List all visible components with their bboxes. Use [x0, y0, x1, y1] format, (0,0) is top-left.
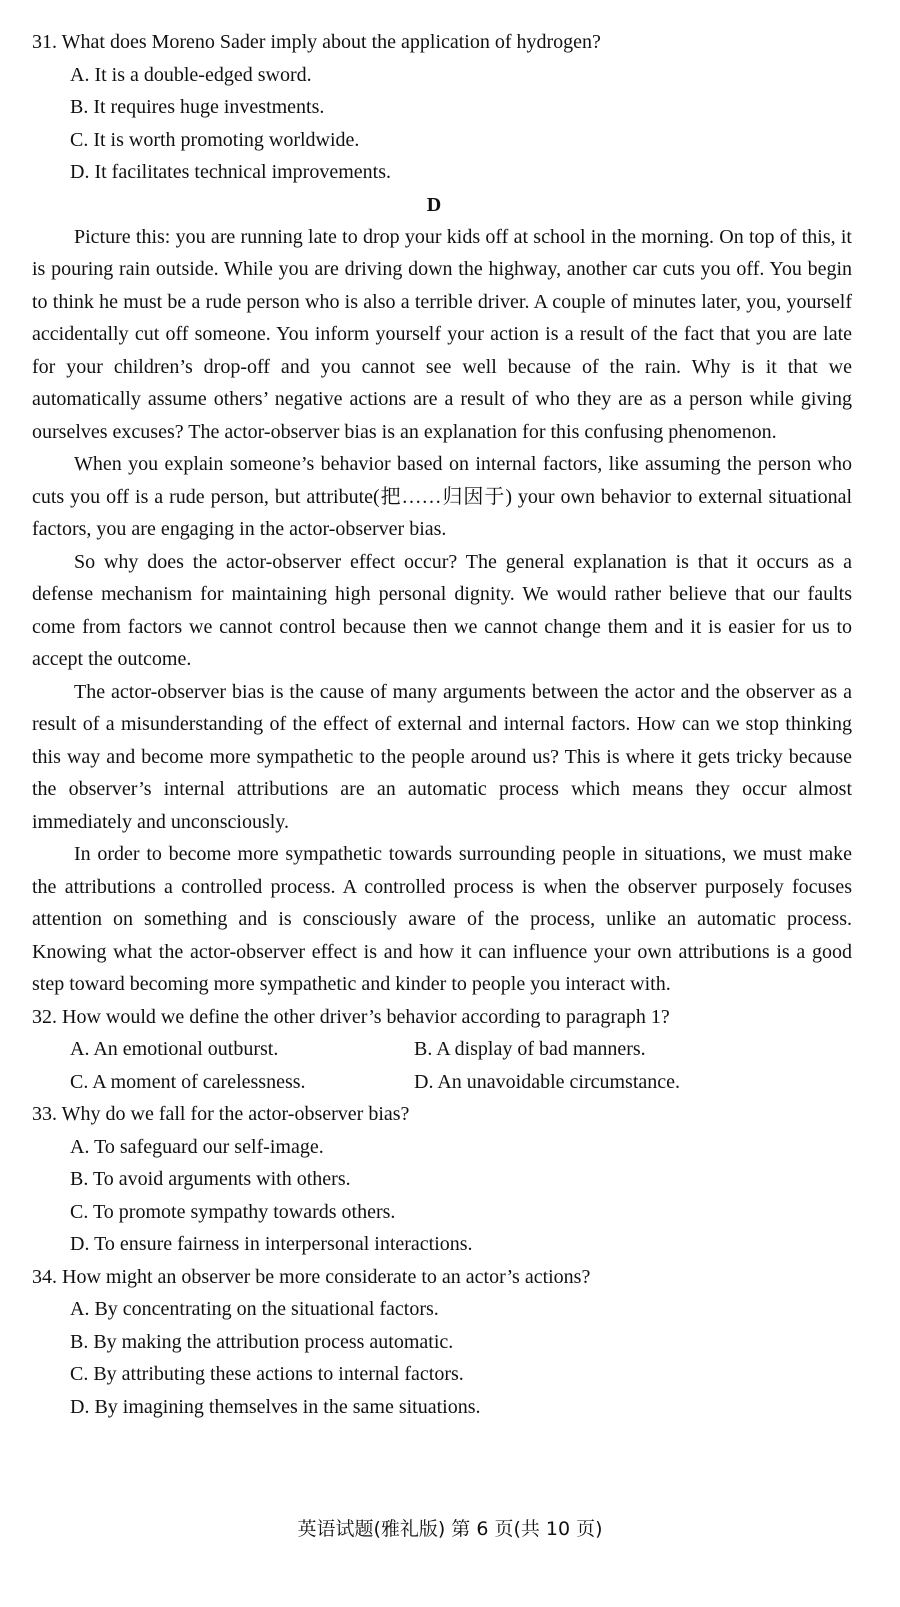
option-d: D. It facilitates technical improvements.: [70, 161, 391, 183]
option-b: B. A display of bad manners.: [414, 1038, 646, 1060]
passage-paragraph-1: Picture this: you are running late to drop your kids off at school in the morning. On top of this, it is pouring rain outside. While you are driving down the highway, another car cuts you off. You begin to think he must be a rude person who is also a terrible driver. A couple of minutes later, you, yourself accidentally cut off someone. You inform yourself your action is a result of the fact that you are late for your children’s drop-off and you cannot see well because of the rain. Why is it that we automatically assume others’ negative actions are a result of who they are as a person while giving ourselves excuses? The actor-observer bias is an explanation for this confusing phenomenon.: [32, 225, 852, 443]
option-a: A. An emotional outburst.: [70, 1038, 279, 1060]
question-33: [32, 1098, 852, 1261]
question-31: [32, 26, 852, 189]
option-a: A. It is a double-edged sword.: [70, 63, 312, 86]
option-a: A. To safeguard our self-image.: [70, 1135, 324, 1158]
passage-paragraph-2: When you explain someone’s behavior based on internal factors, like assuming the person who cuts you off is a rude person, but attribute(把……归因于) your own behavior to external situational factors, you are engaging in the actor-observer bias.: [32, 453, 852, 540]
page-footer: 英语试题(雅礼版) 第 6 页(共 10 页): [297, 1518, 603, 1540]
section-heading: D: [426, 193, 442, 216]
question-stem: 32. How would we define the other driver’s behavior according to paragraph 1?: [32, 1005, 670, 1028]
option-c: C. A moment of carelessness.: [70, 1070, 306, 1093]
option-c: C. By attributing these actions to internal factors.: [70, 1363, 464, 1385]
passage: [32, 221, 852, 1001]
question-34: [32, 1261, 852, 1424]
passage-paragraph-4: The actor-observer bias is the cause of many arguments between the actor and the observer as a result of a misunderstanding of the effect of external and internal factors. How can we stop thinking this way and become more sympathetic to the people around us? This is where it gets tricky because the observer’s internal attributions are an automatic process which means they occur almost immediately and unconsciously.: [32, 680, 852, 833]
option-d: D. An unavoidable circumstance.: [414, 1070, 681, 1093]
option-b: B. It requires huge investments.: [70, 96, 325, 118]
question-stem: 34. How might an observer be more considerate to an actor’s actions?: [32, 1265, 591, 1288]
question-stem: 31. What does Moreno Sader imply about the application of hydrogen?: [32, 31, 601, 53]
option-row: [32, 1033, 852, 1066]
option-b: B. To avoid arguments with others.: [70, 1168, 351, 1190]
option-d: D. By imagining themselves in the same situations.: [70, 1395, 481, 1418]
question-32: [32, 1001, 852, 1099]
option-c: C. It is worth promoting worldwide.: [70, 128, 360, 151]
passage-paragraph-3: So why does the actor-observer effect occur? The general explanation is that it occurs as a defense mechanism for maintaining high personal dignity. We would rather believe that our faults come from factors we cannot control because then we cannot change them and it is easier for us to accept the outcome.: [32, 550, 852, 670]
option-b: B. By making the attribution process automatic.: [70, 1330, 454, 1353]
option-a: A. By concentrating on the situational factors.: [70, 1298, 439, 1320]
option-d: D. To ensure fairness in interpersonal interactions.: [70, 1233, 473, 1255]
question-stem: 33. Why do we fall for the actor-observer bias?: [32, 1103, 410, 1125]
passage-paragraph-5: In order to become more sympathetic towards surrounding people in situations, we must make the attributions a controlled process. A controlled process is when the observer purposely focuses attention on something and is consciously aware of the process, unlike an automatic process. Knowing what the actor-observer effect is and how it can influence your own attributions is a good step toward becoming more sympathetic and kinder to people you interact with.: [32, 843, 852, 995]
option-c: C. To promote sympathy towards others.: [70, 1200, 396, 1223]
option-row: [32, 1066, 852, 1099]
